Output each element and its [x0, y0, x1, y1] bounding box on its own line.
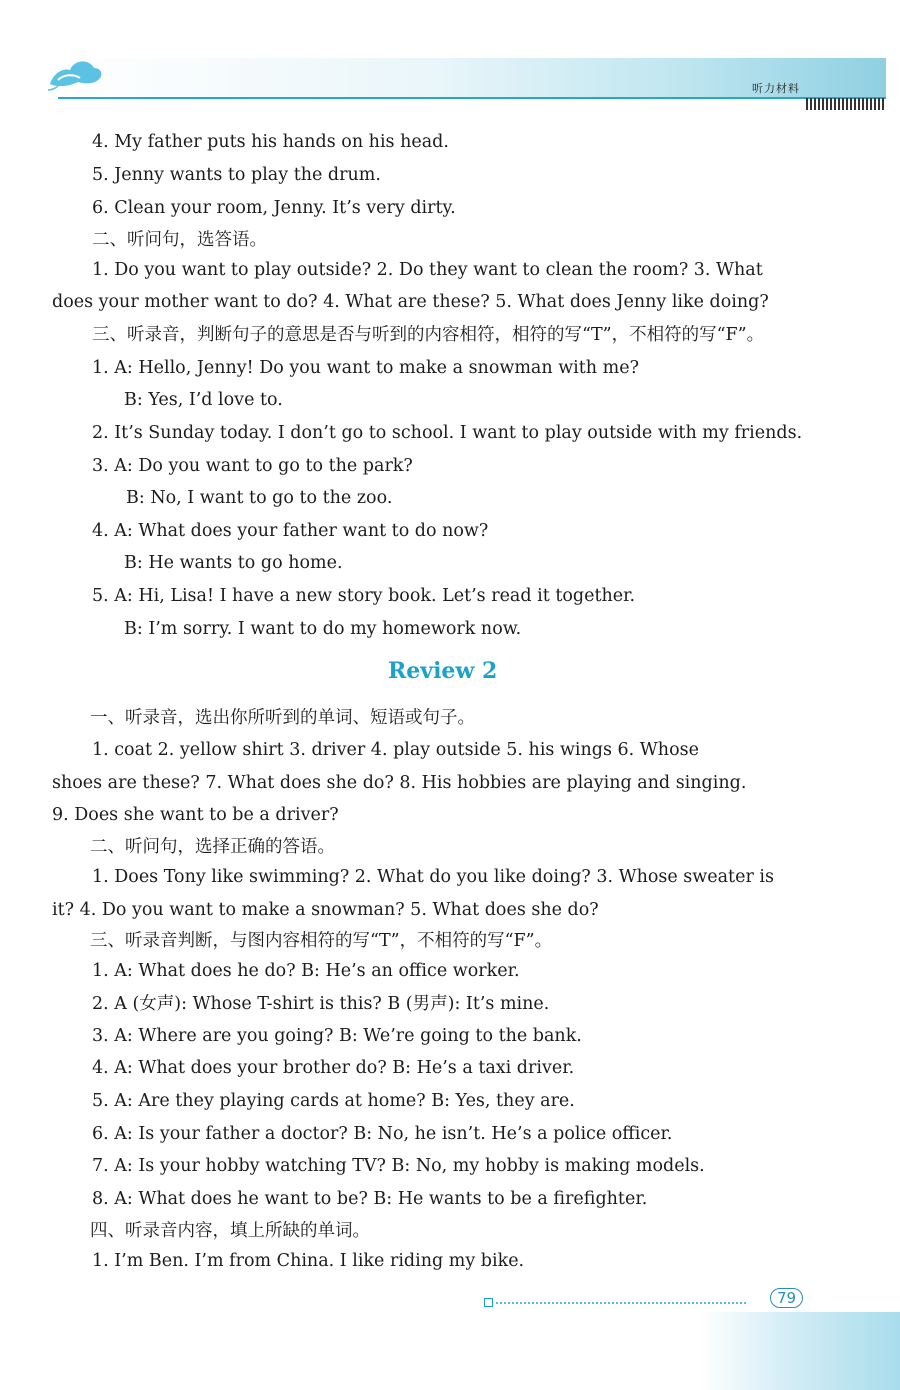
footer-square-icon [484, 1298, 493, 1307]
text-line: 2. A (女声): Whose T-shirt is this? B (男声): It’s mine. [92, 994, 550, 1014]
text-line: 9. Does she want to be a driver? [52, 805, 339, 825]
text-line: 1. coat 2. yellow shirt 3. driver 4. play outside 5. his wings 6. Whose [92, 740, 699, 760]
text-line: 1. Do you want to play outside? 2. Do they want to clean the room? 3. What [92, 260, 763, 280]
text-line: B: I’m sorry. I want to do my homework now. [124, 619, 522, 639]
page-number: 79 [770, 1288, 803, 1308]
footer-band [700, 1312, 900, 1390]
text-line: 7. A: Is your hobby watching TV? B: No, my hobby is making models. [92, 1156, 705, 1176]
text-line: 4. My father puts his hands on his head. [92, 132, 449, 152]
header-ticks [806, 98, 886, 110]
text-line: 4. A: What does your brother do? B: He’s a taxi driver. [92, 1058, 575, 1078]
section-label: 听力材料 [752, 82, 800, 95]
text-line: 6. A: Is your father a doctor? B: No, he isn’t. He’s a police officer. [92, 1124, 673, 1144]
text-line: 1. A: Hello, Jenny! Do you want to make a snowman with me? [92, 358, 639, 378]
text-line: B: No, I want to go to the zoo. [126, 488, 393, 508]
section-heading: 二、听问句，选择正确的答语。 [90, 837, 335, 857]
section-heading: 二、听问句，选答语。 [92, 230, 267, 250]
footer-dotted-rule [496, 1302, 746, 1304]
section-heading: 四、听录音内容，填上所缺的单词。 [90, 1221, 370, 1241]
section-heading: 一、听录音，选出你所听到的单词、短语或句子。 [90, 708, 475, 728]
section-heading: 三、听录音，判断句子的意思是否与听到的内容相符，相符的写“T”，不相符的写“F”。 [92, 325, 765, 345]
text-line: B: He wants to go home. [124, 553, 343, 573]
text-line: 3. A: Where are you going? B: We’re going to the bank. [92, 1026, 582, 1046]
text-line: 1. I’m Ben. I’m from China. I like riding my bike. [92, 1251, 525, 1271]
section-heading: 三、听录音判断，与图内容相符的写“T”，不相符的写“F”。 [90, 931, 553, 951]
text-line: 1. Does Tony like swimming? 2. What do you like doing? 3. Whose sweater is [92, 867, 774, 887]
text-line: it? 4. Do you want to make a snowman? 5. What does she do? [52, 900, 599, 920]
text-line: 3. A: Do you want to go to the park? [92, 456, 413, 476]
text-line: 5. A: Hi, Lisa! I have a new story book. Let’s read it together. [92, 586, 636, 606]
text-line: shoes are these? 7. What does she do? 8. His hobbies are playing and singing. [52, 773, 747, 793]
text-line: does your mother want to do? 4. What are these? 5. What does Jenny like doing? [52, 292, 769, 312]
text-line: B: Yes, I’d love to. [124, 390, 283, 410]
header-rule [58, 97, 886, 99]
text-line: 8. A: What does he want to be? B: He wants to be a firefighter. [92, 1189, 648, 1209]
text-line: 2. It’s Sunday today. I don’t go to school. I want to play outside with my friends. [92, 423, 803, 443]
text-line: 1. A: What does he do? B: He’s an office worker. [92, 961, 520, 981]
review-title: Review 2 [388, 658, 498, 684]
text-line: 6. Clean your room, Jenny. It’s very dirty. [92, 198, 456, 218]
text-line: 5. A: Are they playing cards at home? B: Yes, they are. [92, 1091, 575, 1111]
cloud-bird-icon [44, 46, 104, 96]
text-line: 4. A: What does your father want to do now? [92, 521, 489, 541]
page-header [0, 0, 900, 110]
text-line: 5. Jenny wants to play the drum. [92, 165, 381, 185]
